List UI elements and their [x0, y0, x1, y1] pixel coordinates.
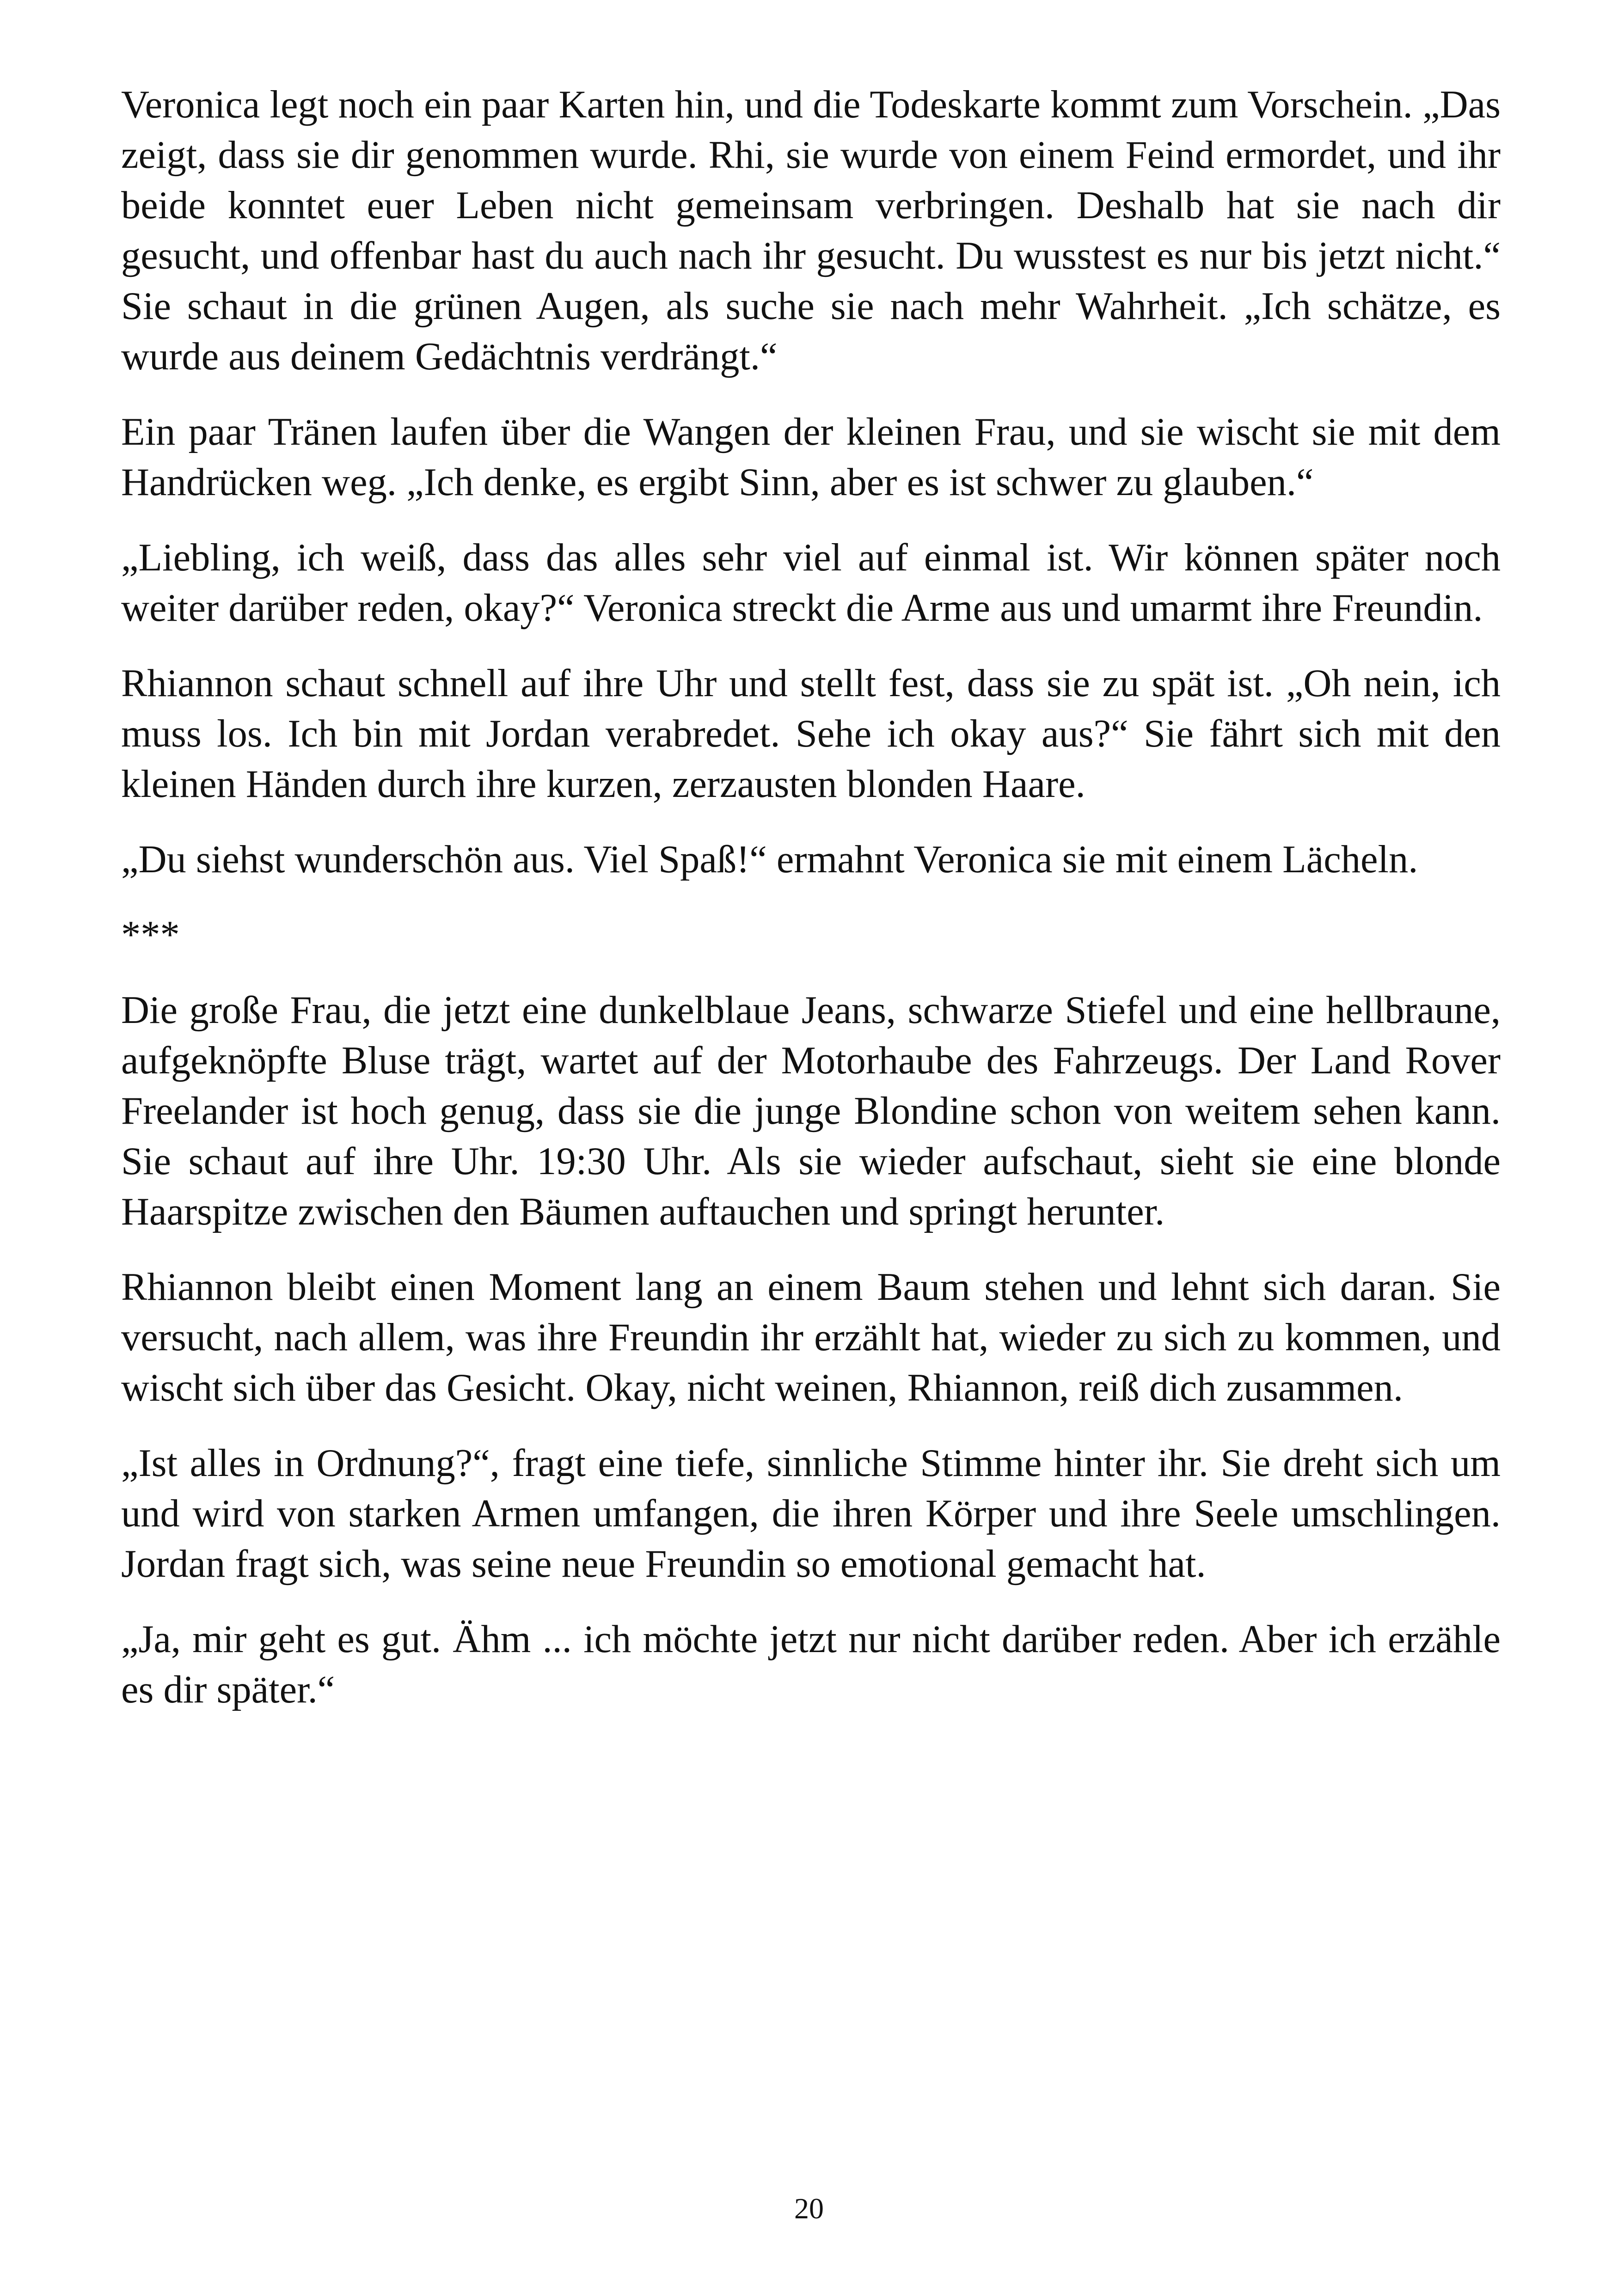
paragraph: Ein paar Tränen laufen über die Wangen der kleinen Frau, und sie wischt sie mit dem Handrücken weg. „Ich denke, es ergibt Sinn, aber es ist schwer zu glauben.“ [121, 410, 1501, 504]
scene-separator: *** [121, 913, 180, 956]
page-content [121, 80, 1501, 1740]
paragraph: Rhiannon schaut schnell auf ihre Uhr und stellt fest, dass sie zu spät ist. „Oh nein, ich muss los. Ich bin mit Jordan verabredet. Sehe ich okay aus?“ Sie fährt sich mit den kleinen Händen durch ihre kurzen, zerzausten blonden Haare. [121, 662, 1501, 806]
paragraph: Rhiannon bleibt einen Moment lang an einem Baum stehen und lehnt sich daran. Sie versucht, nach allem, was ihre Freundin ihr erzählt hat, wieder zu sich zu kommen, und wischt sich über das Gesicht. Okay, nicht weinen, Rhiannon, reiß dich zusammen. [121, 1266, 1501, 1409]
paragraph: „Du siehst wunderschön aus. Viel Spaß!“ ermahnt Veronica sie mit einem Lächeln. [121, 838, 1418, 881]
paragraph: „Ist alles in Ordnung?“, fragt eine tiefe, sinnliche Stimme hinter ihr. Sie dreht sich um und wird von starken Armen umfangen, die ihren Körper und ihre Seele umschlingen. Jordan fragt sich, was seine neue Freundin so emotional gemacht hat. [121, 1442, 1501, 1586]
paragraph: „Ja, mir geht es gut. Ähm ... ich möchte jetzt nur nicht darüber reden. Aber ich erzähle es dir später.“ [121, 1618, 1501, 1711]
page-number: 20 [794, 2192, 824, 2225]
paragraph: Die große Frau, die jetzt eine dunkelblaue Jeans, schwarze Stiefel und eine hellbraune, aufgeknöpfte Bluse trägt, wartet auf der Motorhaube des Fahrzeugs. Der Land Rover Freelander ist hoch genug, dass sie die junge Blondine schon von weitem sehen kann. Sie schaut auf ihre Uhr. 19:30 Uhr. Als sie wieder aufschaut, sieht sie eine blonde Haarspitze zwischen den Bäumen auftauchen und springt herunter. [121, 989, 1501, 1233]
paragraph: „Liebling, ich weiß, dass das alles sehr viel auf einmal ist. Wir können später noch weiter darüber reden, okay?“ Veronica streckt die Arme aus und umarmt ihre Freundin. [121, 536, 1501, 630]
paragraph: Veronica legt noch ein paar Karten hin, und die Todeskarte kommt zum Vorschein. „Das zeigt, dass sie dir genommen wurde. Rhi, sie wurde von einem Feind ermordet, und ihr beide konntet euer Leben nicht gemeinsam verbringen. Deshalb hat sie nach dir gesucht, und offenbar hast du auch nach ihr gesucht. Du wusstest es nur bis jetzt nicht.“ Sie schaut in die grünen Augen, als suche sie nach mehr Wahrheit. „Ich schätze, es wurde aus deinem Gedächtnis verdrängt.“ [121, 83, 1501, 378]
